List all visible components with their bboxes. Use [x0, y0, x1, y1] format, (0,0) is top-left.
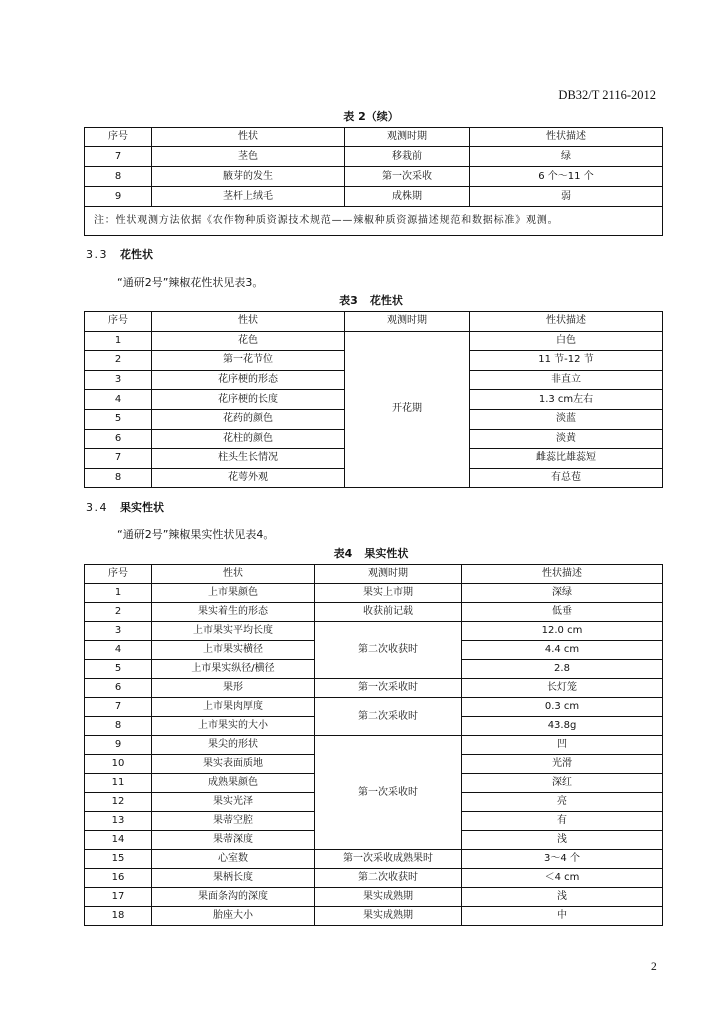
table-row	[85, 167, 663, 187]
description-cell: 有总苞	[470, 468, 663, 488]
column-header-trait: 性状	[152, 128, 345, 147]
table-row	[85, 698, 663, 717]
period-cell: 第二次收获时	[315, 869, 462, 888]
trait-cell: 上市果实横径	[152, 641, 315, 660]
trait-cell: 腋芽的发生	[152, 167, 345, 187]
trait-cell: 果面条沟的深度	[152, 888, 315, 907]
trait-cell: 花色	[152, 331, 345, 351]
row-number-cell: 7	[85, 449, 152, 469]
column-header-period: 观测时期	[315, 565, 462, 584]
section-intro-text: “通研2号”辣椒果实性状见表4。	[117, 528, 275, 541]
row-number-cell: 10	[85, 755, 152, 774]
row-number-cell: 12	[85, 793, 152, 812]
period-cell: 果实上市期	[315, 584, 462, 603]
trait-cell: 成熟果颜色	[152, 774, 315, 793]
trait-cell: 上市果实的大小	[152, 717, 315, 736]
trait-cell: 果实表面质地	[152, 755, 315, 774]
period-cell: 果实成熟期	[315, 907, 462, 926]
row-number-cell: 7	[85, 698, 152, 717]
table-note-row	[85, 207, 663, 236]
period-cell-merged: 第二次收获时	[315, 622, 462, 679]
period-cell: 成株期	[345, 187, 470, 207]
trait-cell: 胎座大小	[152, 907, 315, 926]
section-number: 3.3	[86, 248, 108, 261]
row-number-cell: 3	[85, 622, 152, 641]
row-number-cell: 1	[85, 331, 152, 351]
row-number-cell: 5	[85, 409, 152, 429]
table-header-row	[85, 312, 663, 332]
row-number-cell: 15	[85, 850, 152, 869]
period-cell-merged: 第二次采收时	[315, 698, 462, 736]
period-cell: 果实成熟期	[315, 888, 462, 907]
table-2-caption: 表 2（续）	[343, 110, 399, 123]
column-header-description: 性状描述	[470, 312, 663, 332]
trait-cell: 果蒂空腔	[152, 812, 315, 831]
row-number-cell: 4	[85, 641, 152, 660]
table-row	[85, 907, 663, 926]
description-cell: 淡黄	[470, 429, 663, 449]
trait-cell: 花柱的颜色	[152, 429, 345, 449]
row-number-cell: 5	[85, 660, 152, 679]
table-3-caption	[84, 294, 658, 308]
description-cell: 弱	[470, 187, 663, 207]
column-header-description: 性状描述	[470, 128, 663, 147]
description-cell: 2.8	[462, 660, 663, 679]
description-cell: 0.3 cm	[462, 698, 663, 717]
row-number-cell: 9	[85, 187, 152, 207]
row-number-cell: 1	[85, 584, 152, 603]
table-row	[85, 187, 663, 207]
trait-cell: 花萼外观	[152, 468, 345, 488]
trait-cell: 果柄长度	[152, 869, 315, 888]
trait-cell: 上市果实纵径/横径	[152, 660, 315, 679]
period-cell: 第一次采收	[345, 167, 470, 187]
row-number-cell: 11	[85, 774, 152, 793]
row-number-cell: 2	[85, 351, 152, 371]
description-cell: ＜4 cm	[462, 869, 663, 888]
row-number-cell: 4	[85, 390, 152, 410]
period-cell: 第一次采收时	[315, 679, 462, 698]
row-number-cell: 17	[85, 888, 152, 907]
table-caption-title: 果实性状	[364, 547, 409, 560]
trait-cell: 茎杆上绒毛	[152, 187, 345, 207]
column-header-number: 序号	[85, 128, 152, 147]
section-heading-3-4	[86, 501, 164, 515]
table-row	[85, 622, 663, 641]
description-cell: 4.4 cm	[462, 641, 663, 660]
table-row	[85, 850, 663, 869]
period-cell-merged: 第一次采收时	[315, 736, 462, 850]
period-cell: 第一次采收成熟果时	[315, 850, 462, 869]
description-cell: 雌蕊比雄蕊短	[470, 449, 663, 469]
column-header-trait: 性状	[152, 565, 315, 584]
description-cell: 浅	[462, 888, 663, 907]
row-number-cell: 16	[85, 869, 152, 888]
trait-cell: 茎色	[152, 147, 345, 167]
description-cell: 有	[462, 812, 663, 831]
description-cell: 凹	[462, 736, 663, 755]
row-number-cell: 13	[85, 812, 152, 831]
column-header-trait: 性状	[152, 312, 345, 332]
description-cell: 3～4 个	[462, 850, 663, 869]
row-number-cell: 18	[85, 907, 152, 926]
table-row	[85, 331, 663, 351]
table-2	[84, 127, 663, 236]
column-header-number: 序号	[85, 312, 152, 332]
trait-cell: 果实光泽	[152, 793, 315, 812]
table-caption-label: 表3	[339, 294, 358, 307]
table-4-caption	[84, 547, 658, 561]
document-number: DB32/T 2116-2012	[558, 88, 656, 102]
period-cell: 移栽前	[345, 147, 470, 167]
trait-cell: 果形	[152, 679, 315, 698]
period-cell-merged: 开花期	[345, 331, 470, 488]
table-4	[84, 564, 663, 926]
row-number-cell: 3	[85, 370, 152, 390]
description-cell: 浅	[462, 831, 663, 850]
row-number-cell: 8	[85, 717, 152, 736]
description-cell: 淡蓝	[470, 409, 663, 429]
section-number: 3.4	[86, 501, 108, 514]
row-number-cell: 2	[85, 603, 152, 622]
trait-cell: 花序梗的长度	[152, 390, 345, 410]
trait-cell: 果实着生的形态	[152, 603, 315, 622]
description-cell: 12.0 cm	[462, 622, 663, 641]
table-row	[85, 888, 663, 907]
table-3	[84, 311, 663, 488]
trait-cell: 上市果颜色	[152, 584, 315, 603]
row-number-cell: 6	[85, 679, 152, 698]
row-number-cell: 8	[85, 468, 152, 488]
section-heading-3-3	[86, 248, 153, 262]
period-cell: 收获前记载	[315, 603, 462, 622]
trait-cell: 花药的颜色	[152, 409, 345, 429]
trait-cell: 上市果肉厚度	[152, 698, 315, 717]
column-header-description: 性状描述	[462, 565, 663, 584]
description-cell: 深红	[462, 774, 663, 793]
trait-cell: 上市果实平均长度	[152, 622, 315, 641]
table-row	[85, 603, 663, 622]
section-title: 花性状	[120, 248, 153, 261]
table-row	[85, 679, 663, 698]
table-caption-title: 花性状	[369, 294, 403, 307]
description-cell: 长灯笼	[462, 679, 663, 698]
row-number-cell: 6	[85, 429, 152, 449]
trait-cell: 花序梗的形态	[152, 370, 345, 390]
trait-cell: 柱头生长情况	[152, 449, 345, 469]
table-header-row	[85, 565, 663, 584]
table-row	[85, 736, 663, 755]
trait-cell: 第一花节位	[152, 351, 345, 371]
section-intro-text: “通研2号”辣椒花性状见表3。	[117, 276, 264, 289]
description-cell: 中	[462, 907, 663, 926]
description-cell: 43.8g	[462, 717, 663, 736]
column-header-number: 序号	[85, 565, 152, 584]
row-number-cell: 8	[85, 167, 152, 187]
description-cell: 6 个～11 个	[470, 167, 663, 187]
description-cell: 11 节-12 节	[470, 351, 663, 371]
description-cell: 亮	[462, 793, 663, 812]
column-header-period: 观测时期	[345, 312, 470, 332]
table-row	[85, 869, 663, 888]
table-row	[85, 147, 663, 167]
description-cell: 低垂	[462, 603, 663, 622]
description-cell: 光滑	[462, 755, 663, 774]
trait-cell: 果蒂深度	[152, 831, 315, 850]
trait-cell: 心室数	[152, 850, 315, 869]
description-cell: 白色	[470, 331, 663, 351]
row-number-cell: 9	[85, 736, 152, 755]
page-number: 2	[651, 961, 657, 973]
table-note: 注：性状观测方法依据《农作物种质资源技术规范——辣椒种质资源描述规范和数据标准》观测。	[85, 207, 663, 236]
row-number-cell: 7	[85, 147, 152, 167]
table-row	[85, 584, 663, 603]
description-cell: 深绿	[462, 584, 663, 603]
description-cell: 1.3 cm左右	[470, 390, 663, 410]
section-title: 果实性状	[120, 501, 164, 514]
trait-cell: 果尖的形状	[152, 736, 315, 755]
description-cell: 非直立	[470, 370, 663, 390]
table-header-row	[85, 128, 663, 147]
row-number-cell: 14	[85, 831, 152, 850]
column-header-period: 观测时期	[345, 128, 470, 147]
description-cell: 绿	[470, 147, 663, 167]
table-caption-label: 表4	[333, 547, 353, 560]
